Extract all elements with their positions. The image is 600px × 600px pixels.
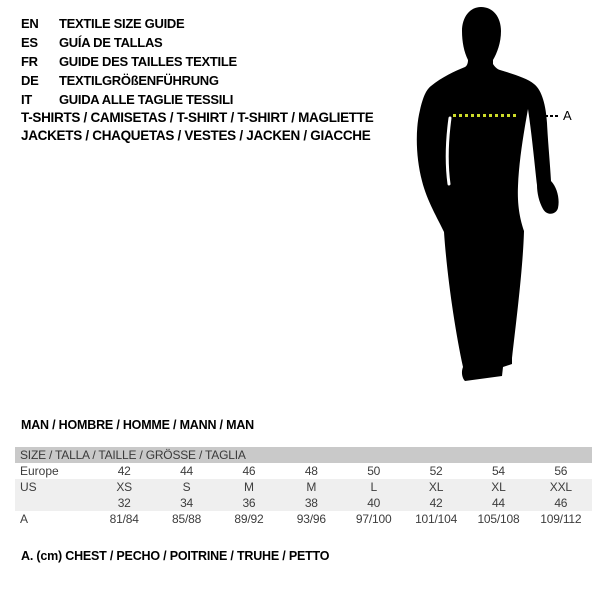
table-cell: XL	[428, 480, 444, 494]
section-title-man: MAN / HOMBRE / HOMME / MANN / MAN	[21, 418, 254, 432]
table-cell: L	[370, 480, 377, 494]
table-cell: XL	[491, 480, 506, 494]
table-cell: M	[244, 480, 254, 494]
language-label: GUÍA DE TALLAS	[59, 35, 163, 50]
chest-measure-extension-line	[545, 115, 560, 117]
table-cell: 56	[554, 464, 568, 478]
table-cell: XS	[116, 480, 132, 494]
language-label: TEXTILE SIZE GUIDE	[59, 16, 185, 31]
table-row-europe	[15, 463, 592, 479]
table-row-numeric	[15, 495, 592, 511]
table-cell: 48	[304, 464, 318, 478]
table-cell: 97/100	[355, 512, 392, 526]
size-table-header: SIZE / TALLA / TAILLE / GRÖSSE / TAGLIA	[15, 447, 592, 463]
table-cell: 34	[180, 496, 194, 510]
language-label: GUIDE DES TAILLES TEXTILE	[59, 54, 237, 69]
table-cell: 101/104	[415, 512, 458, 526]
footnote-chest: A. (cm) CHEST / PECHO / POITRINE / TRUHE / PETTO	[21, 549, 330, 563]
man-silhouette-figure	[400, 0, 600, 400]
table-cell: 38	[304, 496, 318, 510]
table-cell: 40	[367, 496, 381, 510]
table-cell: 52	[429, 464, 443, 478]
category-jackets: JACKETS / CHAQUETAS / VESTES / JACKEN / GIACCHE	[21, 128, 371, 143]
table-cell: 42	[117, 464, 131, 478]
table-row-chest-cm	[15, 511, 592, 527]
language-code: EN	[21, 16, 39, 31]
table-row-us	[15, 479, 592, 495]
chest-measure-line	[453, 114, 517, 117]
table-cell: M	[306, 480, 317, 494]
row-label: Europe	[20, 464, 59, 478]
table-cell: 54	[491, 464, 505, 478]
language-label: TEXTILGRÖßENFÜHRUNG	[59, 73, 219, 88]
measure-label-a: A	[563, 108, 572, 123]
category-list	[21, 109, 373, 145]
language-code: ES	[21, 35, 38, 50]
table-cell: 46	[554, 496, 568, 510]
language-row	[21, 33, 237, 52]
table-cell: 44	[180, 464, 194, 478]
row-label: A	[20, 512, 29, 526]
language-code: FR	[21, 54, 38, 69]
table-cell: 46	[242, 464, 256, 478]
table-cell: 42	[429, 496, 443, 510]
man-silhouette-graphic	[400, 0, 570, 400]
language-label: GUIDA ALLE TAGLIE TESSILI	[59, 92, 234, 107]
table-cell: XXL	[549, 480, 572, 494]
table-cell: 109/112	[540, 512, 582, 526]
table-cell: 85/88	[172, 512, 202, 526]
language-row	[21, 90, 237, 109]
table-cell: 44	[491, 496, 505, 510]
category-tshirts: T-SHIRTS / CAMISETAS / T-SHIRT / T-SHIRT / MAGLIETTE	[21, 110, 374, 125]
table-cell: 93/96	[296, 512, 326, 526]
row-label: US	[20, 480, 37, 494]
table-cell: 89/92	[234, 512, 264, 526]
language-list	[21, 14, 237, 109]
table-cell: 81/84	[109, 512, 139, 526]
language-row	[21, 14, 237, 33]
size-table	[15, 447, 592, 527]
table-cell: S	[182, 480, 191, 494]
table-cell: 32	[117, 496, 131, 510]
table-cell: 105/108	[477, 512, 520, 526]
language-row	[21, 52, 237, 71]
table-cell: 36	[242, 496, 256, 510]
language-code: DE	[21, 73, 39, 88]
language-code: IT	[21, 92, 32, 107]
language-row	[21, 71, 237, 90]
table-cell: 50	[367, 464, 381, 478]
